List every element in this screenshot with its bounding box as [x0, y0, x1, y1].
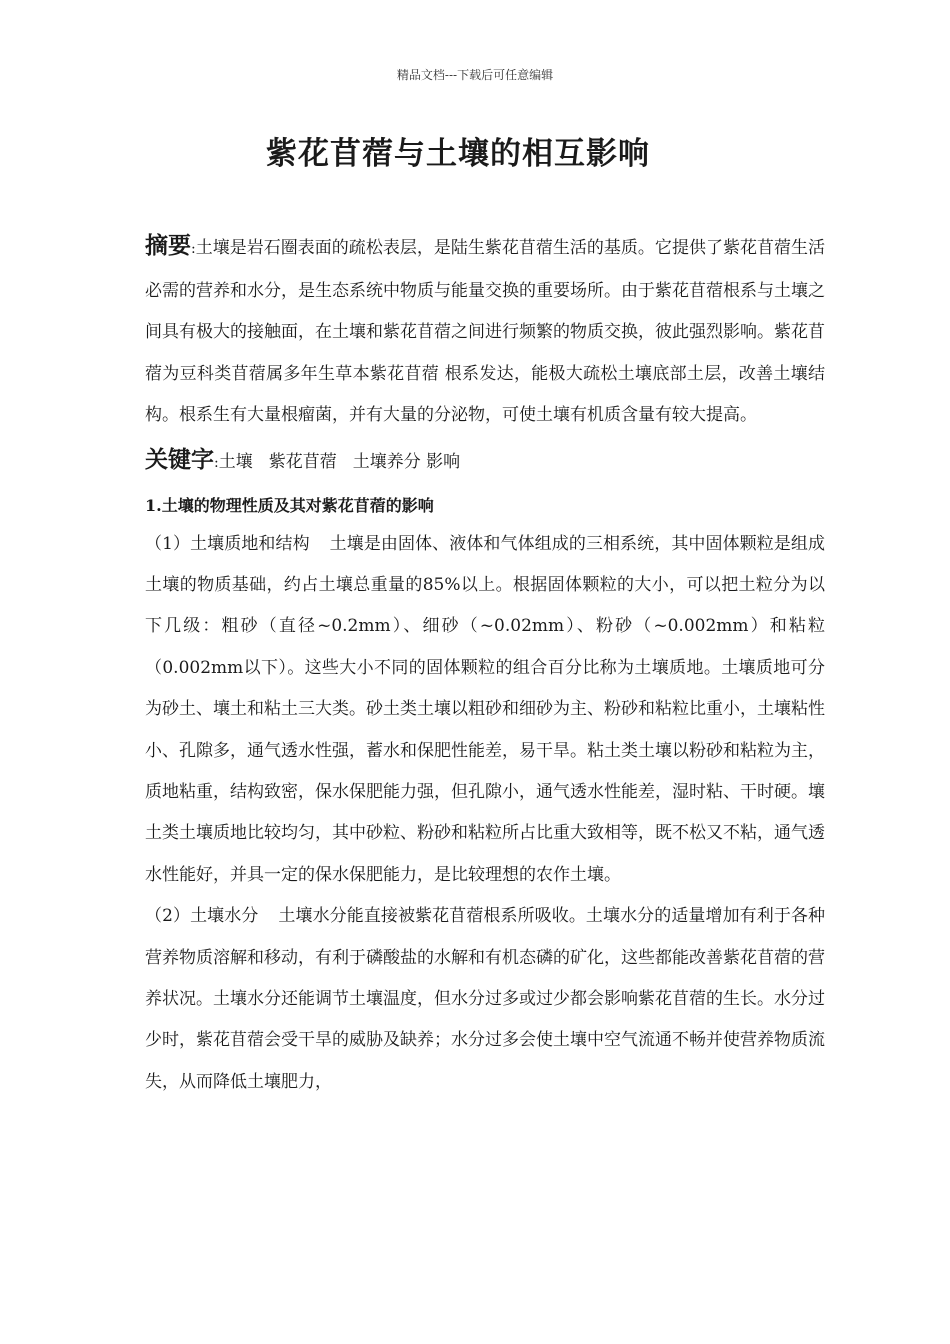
keyword-item: 土壤 [218, 451, 253, 472]
abstract-paragraph [145, 226, 825, 437]
keyword-item: 土壤养分 影响 [352, 451, 461, 472]
abstract-text: 土壤是岩石圈表面的疏松表层，是陆生紫花苜蓿生活的基质。它提供了紫花苜蓿生活必需的营养和水分，是生态系统中物质与能量交换的重要场所。由于紫花苜蓿根系与土壤之间具有极大的接触面，在土壤和紫花苜蓿之间进行频繁的物质交换，彼此强烈影响。紫花苜蓿为豆科类苜蓿属多年生草本紫花苜蓿 根系发达，能极大疏松土壤底部土层，改善土壤结构。根系生有大量根瘤菌，并有大量的分泌物，可使土壤有机质含量有较大提高。 [145, 238, 825, 425]
subsection-text: 土壤水分能直接被紫花苜蓿根系所吸收。土壤水分的适量增加有利于各种营养物质溶解和移动，有利于磷酸盐的水解和有机态磷的矿化，这些都能改善紫花苜蓿的营养状况。土壤水分还能调节土壤温度，但水分过多或过少都会影响紫花苜蓿的生长。水分过少时，紫花苜蓿会受干旱的威胁及缺养；水分过多会使土壤中空气流通不畅并使营养物质流失，从而降低土壤肥力， [145, 906, 825, 1092]
soil-water-paragraph [145, 896, 825, 1103]
document-body [145, 226, 825, 1103]
abstract-colon: : [191, 241, 196, 257]
section-heading: 1.土壤的物理性质及其对紫花苜蓿的影响 [145, 495, 434, 515]
keywords-label: 关键字 [145, 446, 214, 473]
subsection-text: 土壤是由固体、液体和气体组成的三相系统，其中固体颗粒是组成土壤的物质基础，约占土壤总重量的85%以上。根据固体颗粒的大小，可以把土粒分为以下几级：粗砂（直径~0.2mm）、细砂（~0.02mm）、粉砂（~0.002mm）和粘粒（0.002mm以下）。这些大小不同的固体颗粒的组合百分比称为土壤质地。土壤质地可分为砂土、壤土和粘土三大类。砂土类土壤以粗砂和细砂为主、粉砂和粘粒比重小，土壤粘性小、孔隙多，通气透水性强，蓄水和保肥性能差，易干旱。粘土类土壤以粉砂和粘粒为主，质地粘重，结构致密，保水保肥能力强，但孔隙小，通气透水性能差，湿时粘、干时硬。壤土类土壤质地比较均匀，其中砂粒、粉砂和粘粒所占比重大致相等，既不松又不粘，通气透水性能好，并具一定的保水保肥能力，是比较理想的农作土壤。 [145, 533, 825, 885]
abstract-label: 摘要 [145, 233, 192, 259]
keywords-colon: : [214, 454, 219, 471]
keywords-line [145, 441, 825, 482]
soil-texture-paragraph [145, 524, 825, 897]
document-title: 紫花苜蓿与土壤的相互影响 [266, 136, 650, 172]
subsection-label: （1）土壤质地和结构 [145, 533, 310, 554]
keyword-item: 紫花苜蓿 [268, 451, 337, 472]
subsection-label: （2）土壤水分 [145, 906, 259, 927]
page-header: 精品文档---下载后可任意编辑 [396, 68, 554, 82]
